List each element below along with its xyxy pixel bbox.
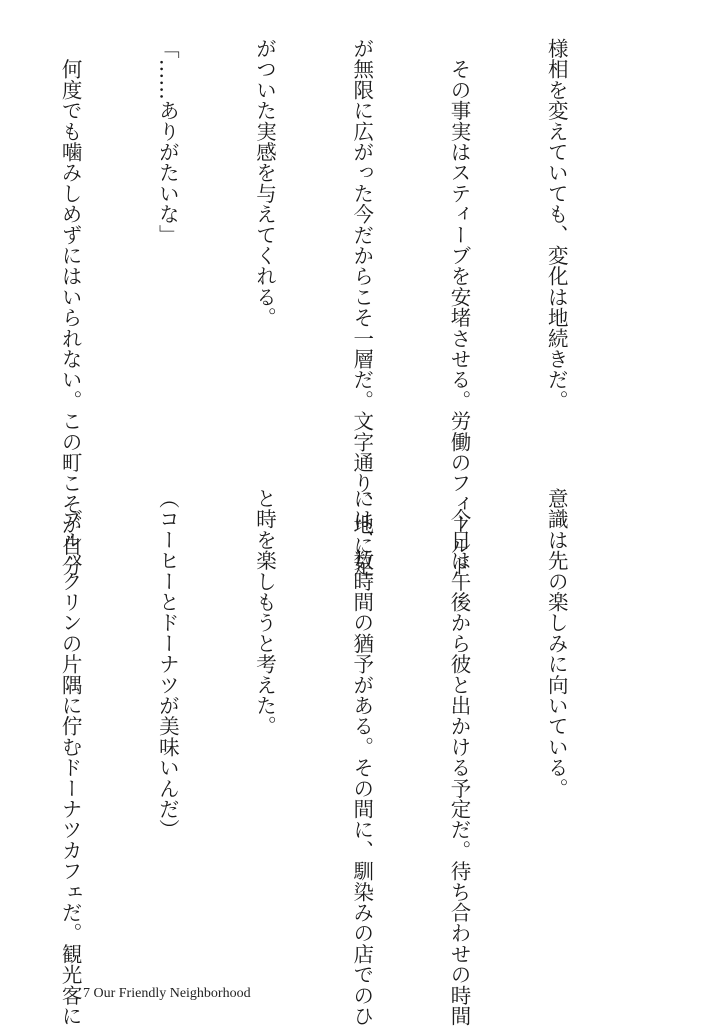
text-line: 様相を変えていても、変化は地続きだ。 (544, 38, 569, 411)
text-line: 「……ありがたいな」 (155, 38, 180, 245)
text-line: と時を楽しもうと考えた。 (252, 488, 277, 737)
text-line: には、数時間の猶予がある。その間に、馴染みの店でのひ (349, 488, 374, 1026)
text-line: 今日は午後から彼と出かける予定だ。待ち合わせの時間 (446, 488, 471, 1026)
text-line: ブルックリンの片隅に佇むドーナツカフェだ。観光客に (58, 488, 83, 1026)
text-line: がついた実感を与えてくれる。 (252, 38, 277, 328)
text-line: 何度でも噛みしめずにはいられない。この町こそが自分 (58, 38, 83, 577)
text-line: その事実はスティーブを安堵させる。労働のフィールド (446, 38, 471, 577)
text-line: が無限に広がった今だからこそ一層だ。文字通り、地に足 (349, 38, 374, 577)
text-block-top (58, 38, 637, 577)
page-footer: 7 Our Friendly Neighborhood (83, 986, 251, 1001)
text-line: （コーヒーとドーナツが美味いんだ） (155, 488, 180, 840)
text-line: 意識は先の楽しみに向いている。 (544, 488, 569, 799)
